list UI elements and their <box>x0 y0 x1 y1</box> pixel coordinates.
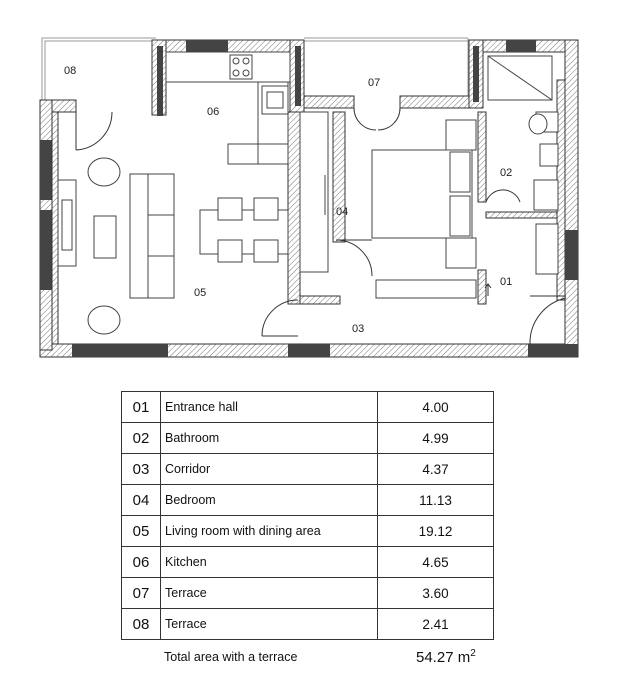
total-label: Total area with a terrace <box>164 650 298 664</box>
row-room-name: Kitchen <box>161 547 378 578</box>
label-02: 02 <box>500 167 513 179</box>
row-number: 04 <box>122 485 161 516</box>
row-number: 05 <box>122 516 161 547</box>
row-number: 07 <box>122 578 161 609</box>
row-area: 4.99 <box>378 423 494 454</box>
table-row <box>122 609 494 640</box>
row-area: 19.12 <box>378 516 494 547</box>
row-area: 11.13 <box>378 485 494 516</box>
living-furniture <box>58 158 288 334</box>
row-room-name: Terrace <box>161 609 378 640</box>
kitchen-counter <box>166 52 290 164</box>
label-05: 05 <box>194 287 207 299</box>
table-row <box>122 516 494 547</box>
row-number: 01 <box>122 392 161 423</box>
label-06: 06 <box>207 106 220 118</box>
table-row <box>122 485 494 516</box>
label-03: 03 <box>352 323 365 335</box>
table-row <box>122 423 494 454</box>
table-row <box>122 578 494 609</box>
total-value <box>416 648 476 666</box>
row-area: 3.60 <box>378 578 494 609</box>
row-number: 06 <box>122 547 161 578</box>
row-area: 4.00 <box>378 392 494 423</box>
row-room-name: Terrace <box>161 578 378 609</box>
table-row <box>122 547 494 578</box>
row-room-name: Living room with dining area <box>161 516 378 547</box>
row-number: 02 <box>122 423 161 454</box>
row-number: 08 <box>122 609 161 640</box>
bathroom-fixtures <box>488 56 558 274</box>
row-area: 4.65 <box>378 547 494 578</box>
area-table-body <box>122 392 494 640</box>
label-08: 08 <box>64 65 77 77</box>
row-room-name: Corridor <box>161 454 378 485</box>
row-area: 2.41 <box>378 609 494 640</box>
row-room-name: Entrance hall <box>161 392 378 423</box>
table-row <box>122 392 494 423</box>
table-row <box>122 454 494 485</box>
label-07: 07 <box>368 77 381 89</box>
label-04: 04 <box>336 206 349 218</box>
total-unit-sup: 2 <box>470 648 476 659</box>
total-number: 54.27 <box>416 649 454 666</box>
label-01: 01 <box>500 276 513 288</box>
row-room-name: Bathroom <box>161 423 378 454</box>
total-unit: m <box>457 649 471 666</box>
bedroom-furniture <box>300 112 476 298</box>
area-table <box>121 391 494 640</box>
row-number: 03 <box>122 454 161 485</box>
row-area: 4.37 <box>378 454 494 485</box>
row-room-name: Bedroom <box>161 485 378 516</box>
